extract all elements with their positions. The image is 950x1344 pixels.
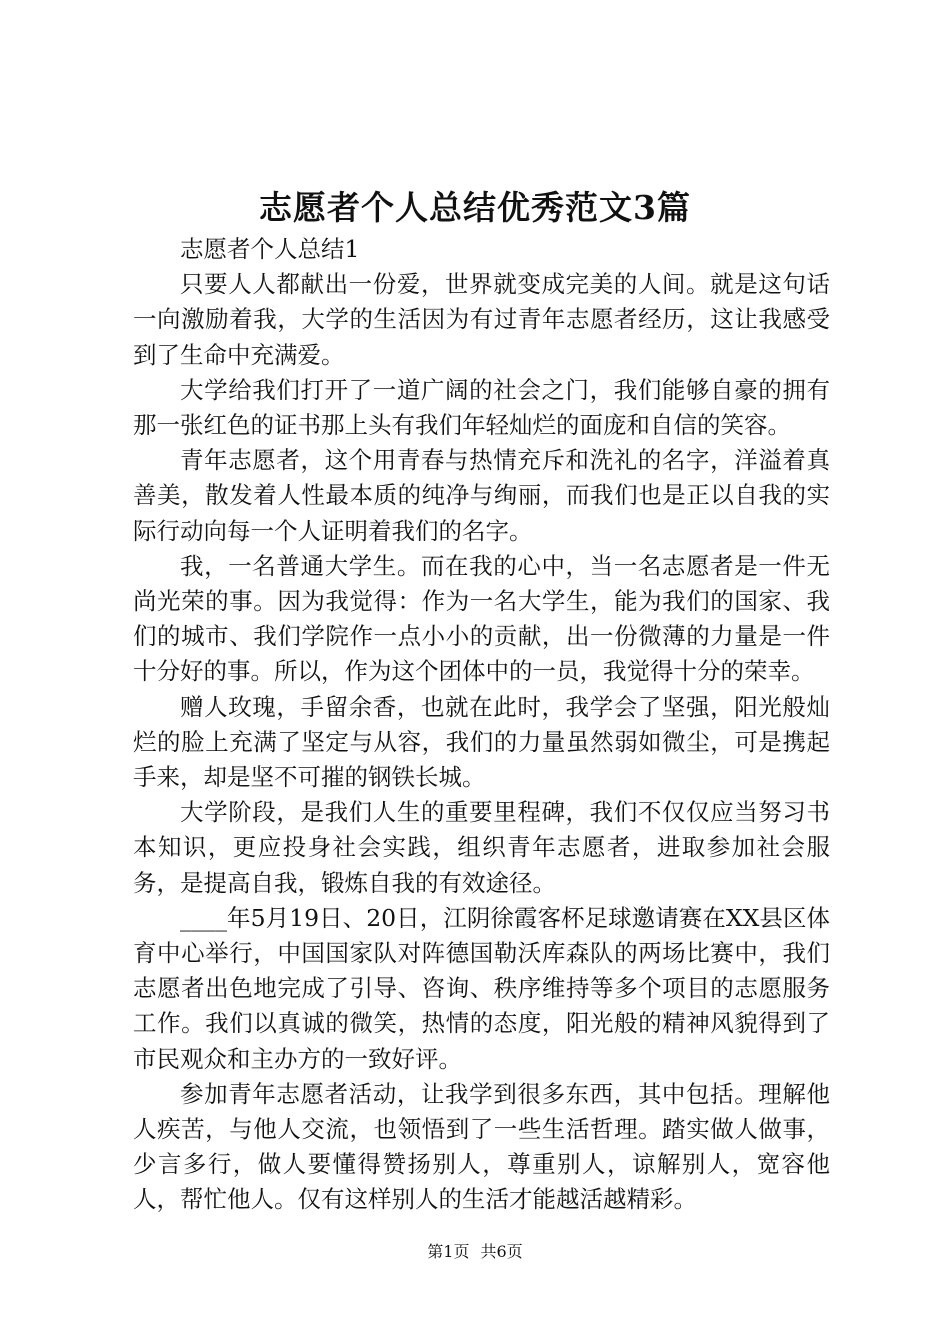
paragraph: ____年5月19日、20日，江阴徐霞客杯足球邀请赛在XX县区体育中心举行，中国国家队对阵德国勒沃库森队的两场比赛中，我们志愿者出色地完成了引导、咨询、秩序维持等多个项目的志愿服务工作。我们以真诚的微笑，热情的态度，阳光般的精神风貌得到了市民观众和主办方的一致好评。 [133,903,830,1073]
paragraph: 大学给我们打开了一道广阔的社会之门，我们能够自豪的拥有那一张红色的证书那上头有我们年轻灿烂的面庞和自信的笑容。 [133,375,830,440]
document-body [133,232,830,1218]
paragraph: 我，一名普通大学生。而在我的心中，当一名志愿者是一件无尚光荣的事。因为我觉得：作为一名大学生，能为我们的国家、我们的城市、我们学院作一点小小的贡献，出一份微薄的力量是一件十分好的事。所以，作为这个团体中的一员，我觉得十分的荣幸。 [133,551,830,686]
paragraph: 只要人人都献出一份爱，世界就变成完美的人间。就是这句话一向激励着我，大学的生活因为有过青年志愿者经历，这让我感受到了生命中充满爱。 [133,270,830,369]
paragraph: 青年志愿者，这个用青春与热情充斥和洗礼的名字，洋溢着真善美，散发着人性最本质的纯净与绚丽，而我们也是正以自我的实际行动向每一个人证明着我们的名字。 [133,446,830,545]
paragraph: 大学阶段，是我们人生的重要里程碑，我们不仅仅应当努习书本知识，更应投身社会实践，组织青年志愿者，进取参加社会服务，是提高自我，锻炼自我的有效途径。 [133,798,830,897]
paragraph: 赠人玫瑰，手留余香，也就在此时，我学会了坚强，阳光般灿烂的脸上充满了坚定与从容，我们的力量虽然弱如微尘，可是携起手来，却是坚不可摧的钢铁长城。 [133,692,830,792]
section-heading: 志愿者个人总结1 [180,235,360,263]
page-footer: 第1页 共6页 [427,1242,523,1261]
paragraph: 参加青年志愿者活动，让我学到很多东西，其中包括。理解他人疾苦，与他人交流，也领悟到了一些生活哲理。踏实做人做事，少言多行，做人要懂得赞扬别人，尊重别人，谅解别人，宽容他人，帮忙他人。仅有这样别人的生活才能越活越精彩。 [133,1079,830,1214]
document-title: 志愿者个人总结优秀范文3篇 [259,188,691,227]
